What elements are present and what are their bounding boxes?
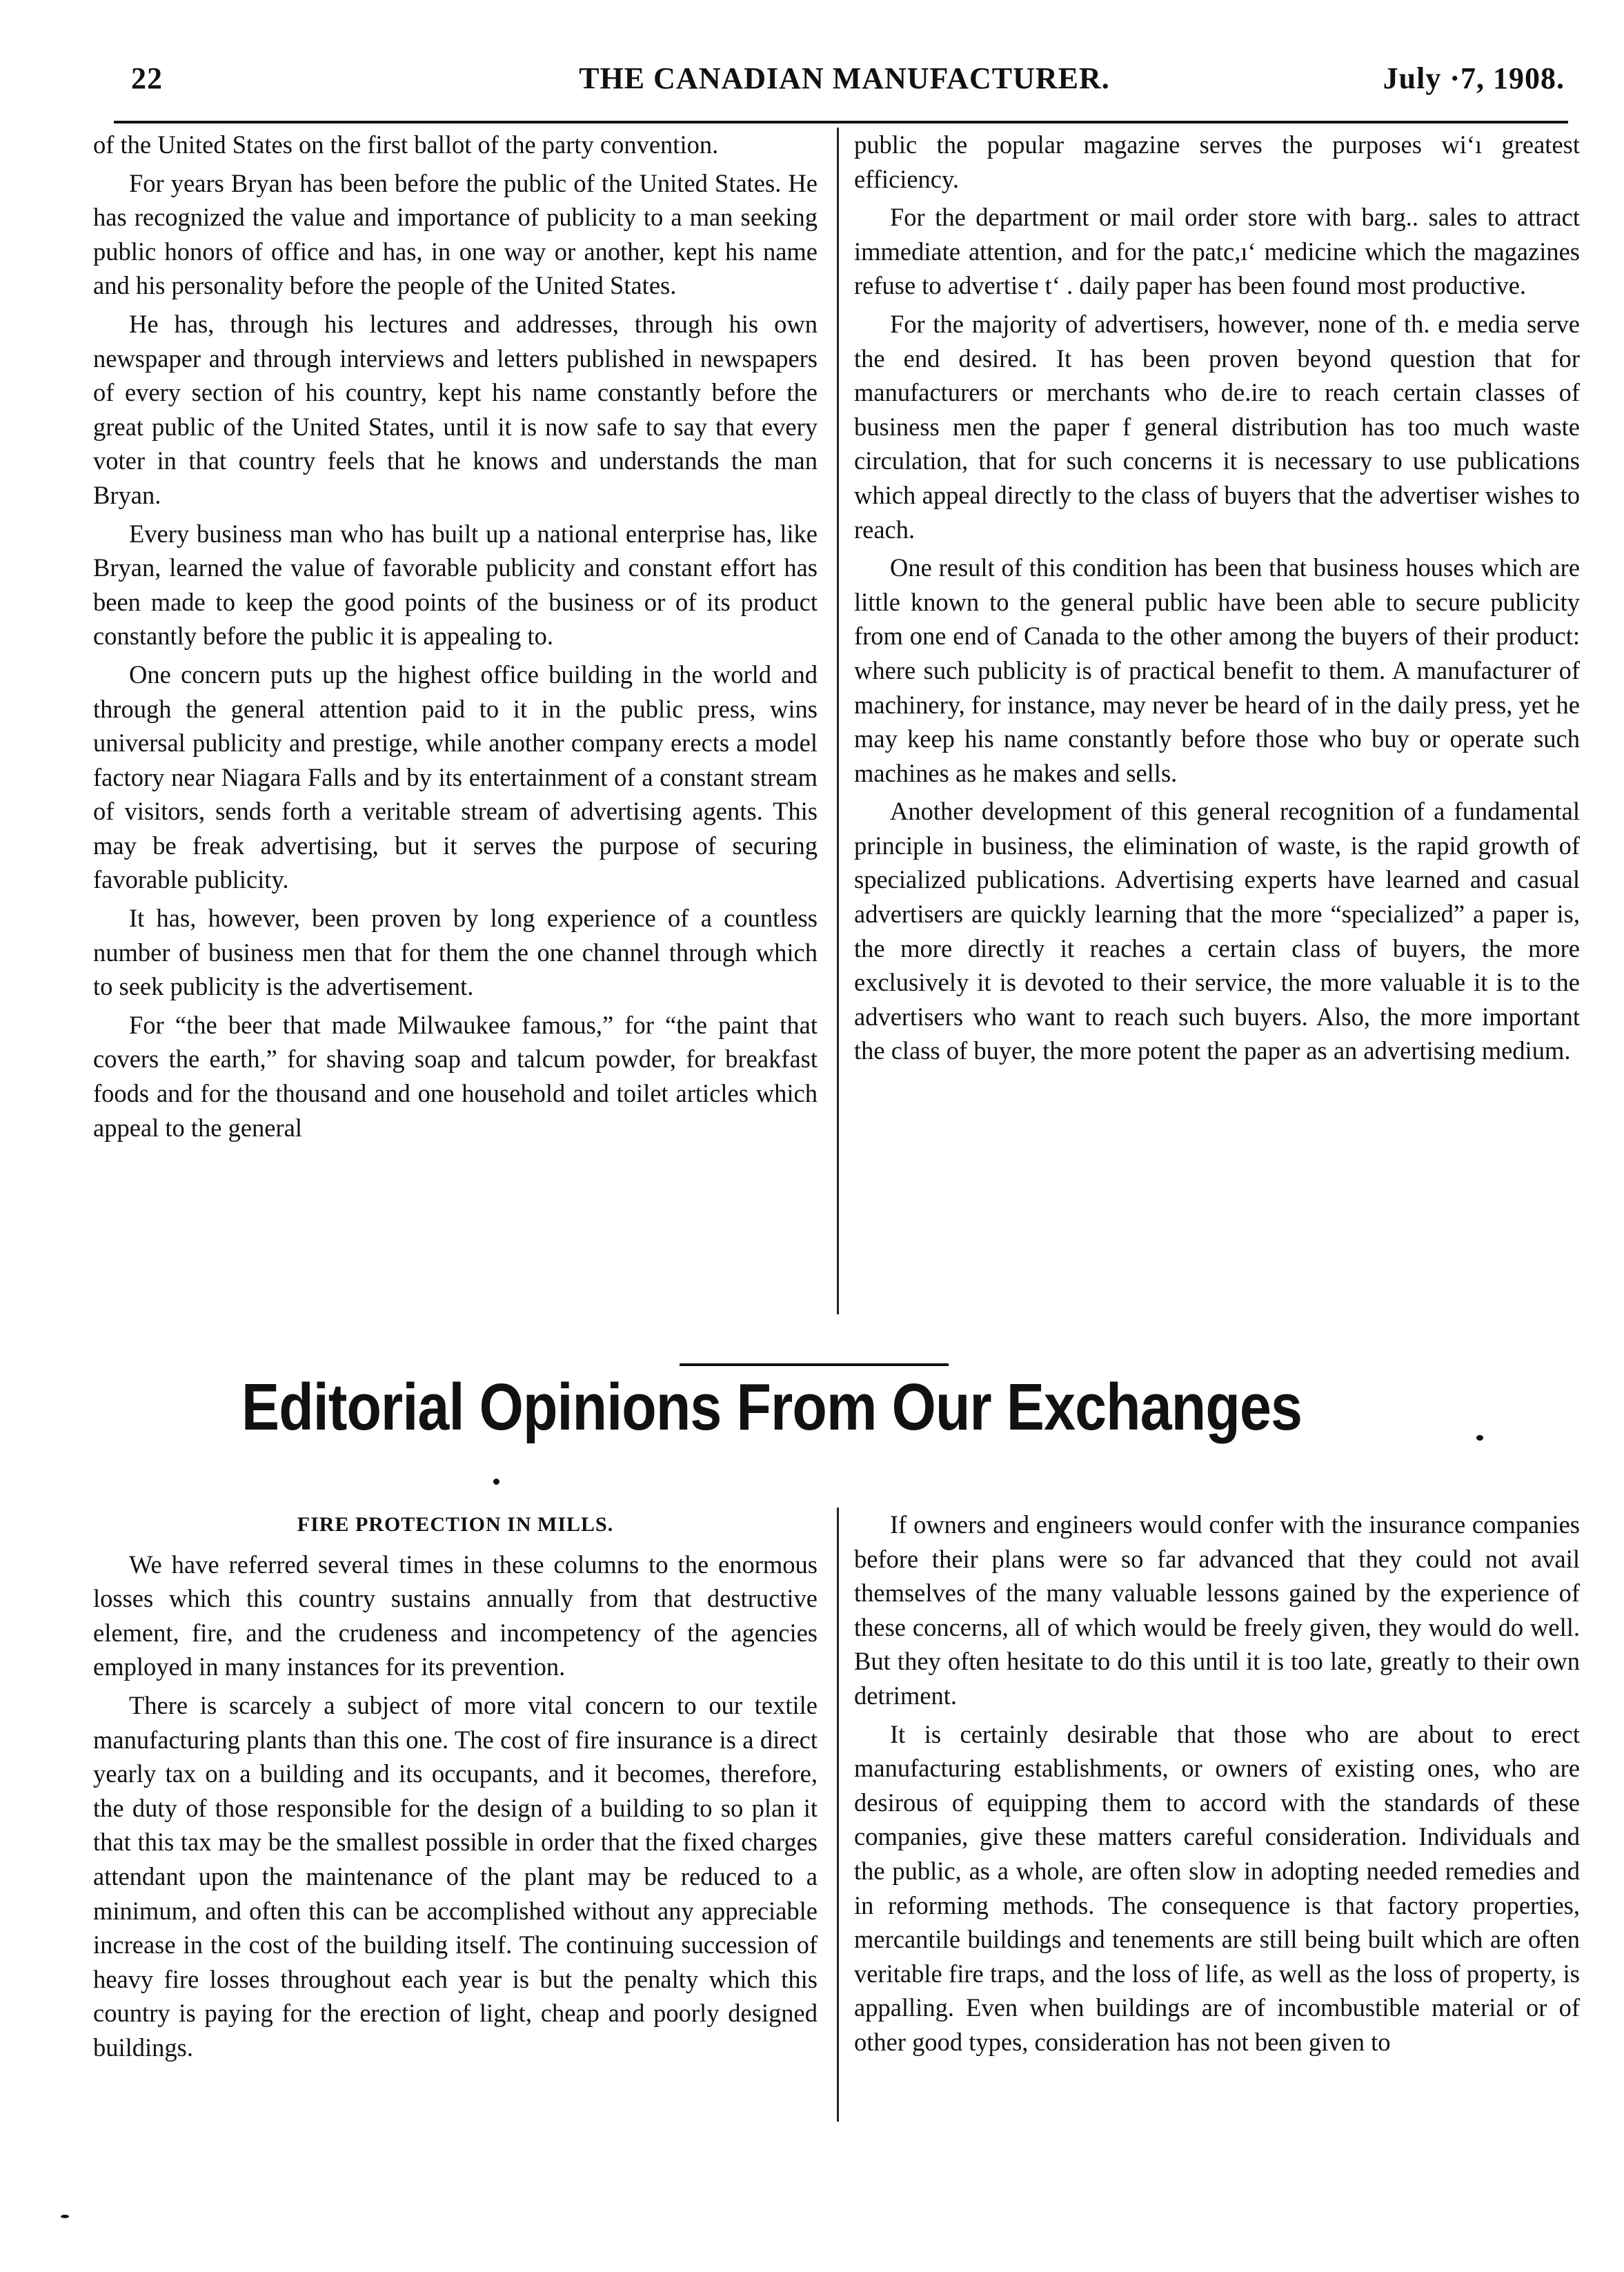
editorial-right-column bbox=[854, 1508, 1580, 2059]
paragraph: It has, however, been proven by long experience of a countless number of business men that for them the one channel through which to seek publicity is the advertisement. bbox=[93, 904, 818, 1001]
scan-speck bbox=[61, 2215, 69, 2218]
column-divider bbox=[837, 128, 839, 1314]
subheading: FIRE PROTECTION IN MILLS. bbox=[297, 1513, 614, 1536]
paragraph: For “the beer that made Milwaukee famous,” for “the paint that covers the earth,” for shaving soap and talcum powder, for breakfast foods and for the thousand and one household and toilet articles which appeal to the general bbox=[93, 1010, 818, 1142]
paragraph: Every business man who has built up a national enterprise has, like Bryan, learned the value of favorable publicity and constant effort has been made to keep the good points of the business or of its product constantly before the public it is appealing to. bbox=[93, 519, 818, 651]
paragraph: For the department or mail order store with barg.. sales to attract immediate attention, and for the patc,ı‘ medicine which the magazines refuse to advertise t‘ . daily paper has been found most productive. bbox=[854, 203, 1580, 300]
scan-speck bbox=[493, 1479, 499, 1485]
publication-title: THE CANADIAN MANUFACTURER. bbox=[579, 61, 1110, 95]
header-rule bbox=[114, 121, 1568, 124]
section-title: Editorial Opinions From Our Exchanges bbox=[241, 1370, 1303, 1444]
paragraph: public the popular magazine serves the purposes wi‘ı greatest efficiency. bbox=[854, 130, 1580, 193]
paragraph: For the majority of advertisers, however, none of th. e media serve the end desired. It has been proven beyond question that for manufacturers or merchants who de.ire to reach certain classes of business men the paper f general distribution has too much waste circulation, that for such concerns it is necessary to use publications which appeal directly to the class of buyers that the advertiser wishes to reach. bbox=[854, 309, 1580, 544]
paragraph: There is scarcely a subject of more vital concern to our textile manufacturing plants than this one. The cost of fire insurance is a direct yearly tax on a building and its occupants, and it becomes, therefore, the duty of those responsible for the design of a building to so plan it that this tax may be the smallest possible in order that the fixed charges attendant upon the maintenance of the plant may be reduced to a minimum, and often this can be accomplished without any appreciable increase in the cost of the building itself. The continuing succession of heavy fire losses throughout each year is but the penalty which this country is paying for the erection of light, cheap and poorly designed buildings. bbox=[93, 1690, 818, 2062]
article-left-column bbox=[93, 128, 818, 1145]
page-number: 22 bbox=[131, 61, 163, 95]
paragraph: He has, through his lectures and addresses, through his own newspaper and through interviews and letters published in newspapers of every section of his country, kept his name constantly before the great public of the United States, until it is now safe to say that every voter in that country feels that he knows and understands the man Bryan. bbox=[93, 309, 818, 509]
paragraph: It is certainly desirable that those who are about to erect manufacturing establishments, or owners of existing ones, who are desirous of equipping them to accord with the standards of these companies, give these matters careful consideration. Individuals and the public, as a whole, are often slow in adopting needed remedies and in reforming methods. The consequence is that factory properties, mercantile buildings and tenements are still being built which are often veritable fire traps, and the loss of life, as well as the loss of property, is appalling. Even when buildings are of incombustible material or of other good types, consideration has not been given to bbox=[854, 1719, 1580, 2056]
paragraph: We have referred several times in these columns to the enormous losses which this country sustains annually from that destructive element, fire, and the crudeness and incompetency of the agencies employed in many instances for its prevention. bbox=[93, 1550, 818, 1681]
paragraph: One concern puts up the highest office building in the world and through the general attention paid to it in the public press, wins universal publicity and prestige, while another company erects a model factory near Niagara Falls and by its entertainment of a constant stream of visitors, sends forth a veritable stream of advertising agents. This may be freak advertising, but it serves the purpose of securing favorable publicity. bbox=[93, 660, 818, 894]
paragraph: One result of this condition has been that business houses which are little known to the general public have been able to secure publicity from one end of Canada to the other among the buyers of their product: where such publicity is of practical benefit to them. A manufacturer of machinery, for instance, may never be heard of in the daily press, yet he may keep his name constantly before those who buy or operate such machines as he makes and sells. bbox=[854, 553, 1580, 787]
paragraph: of the United States on the first ballot of the party convention. bbox=[93, 130, 719, 159]
section-rule bbox=[680, 1363, 949, 1366]
paragraph: Another development of this general recognition of a fundamental principle in business, the elimination of waste, is the rapid growth of specialized publications. Advertising experts have learned and casual advertisers are quickly learning that the more “specialized” a paper is, the more directly it reaches a certain class of buyers, the more exclusively it is devoted to their service, the more valuable it is to the advertisers who want to reach such buyers. Also, the more important the class of buyer, the more potent the paper as an advertising medium. bbox=[854, 797, 1580, 1065]
paragraph: If owners and engineers would confer with the insurance companies before their plans were so far advanced that they could not avail themselves of the many valuable lessons gained by the experience of these concerns, all of which would be freely given, they would do well. But they often hesitate to do this until it is too late, greatly to their own detriment. bbox=[854, 1510, 1580, 1710]
column-divider bbox=[837, 1508, 839, 2122]
editorial-left-column bbox=[93, 1508, 818, 2065]
issue-date: July ·7, 1908. bbox=[1383, 61, 1565, 95]
scan-speck bbox=[1476, 1435, 1483, 1441]
paragraph: For years Bryan has been before the public of the United States. He has recognized the value and importance of publicity to a man seeking public honors of office and has, in one way or another, kept his name and his personality before the people of the United States. bbox=[93, 168, 818, 300]
running-head bbox=[117, 57, 1572, 101]
article-right-column bbox=[854, 128, 1580, 1068]
